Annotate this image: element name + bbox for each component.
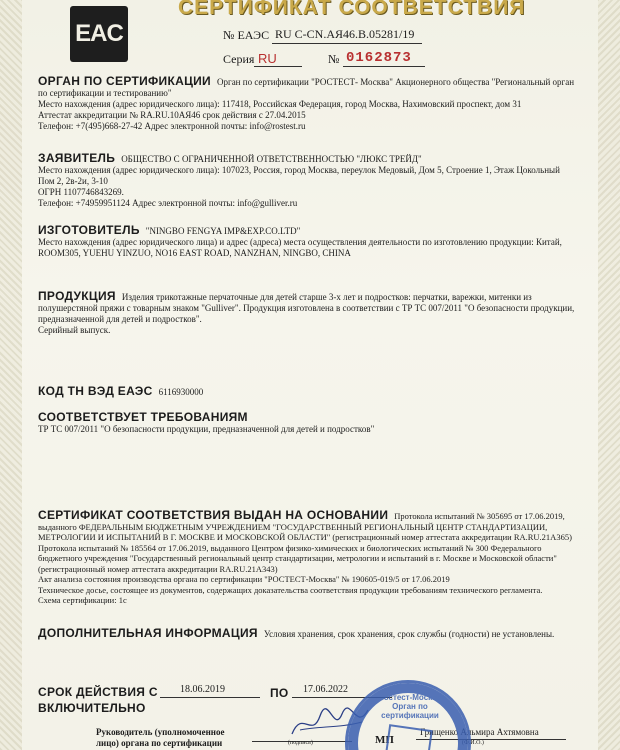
stamp-place-mp: МП [375, 734, 394, 746]
certification-body-line1: Орган по сертификации "РОСТЕСТ- Москва" Акционерного общества "Региональный орган по сертификации и тестированию" [38, 77, 575, 98]
number-value: RU C-CN.АЯ46.В.05281/19 [275, 27, 415, 41]
no-label: № [328, 52, 340, 66]
section-applicant [38, 153, 578, 209]
product-line1: Изделия трикотажные перчаточные для детей старше 3-х лет и подростков: перчатки, варежки, митенки из полушерстяной пряжи с товарным знаком "Gulliver". Продукция изготовлена в соответствии с ТР ТС 007/2011 "О безопасности продукции, предназначенной для детей и подростков". [38, 292, 575, 324]
signatory-name: Грищенко Альмира Ахтямовна [420, 727, 539, 737]
signature-caption: (подпись) [288, 740, 313, 746]
name-caption: (Ф.И.О.) [462, 740, 484, 746]
section-manufacturer [38, 225, 578, 259]
validity-to-label: ПО [270, 686, 289, 700]
section-certification-body [38, 76, 578, 132]
applicant-line2: Место нахождения (адрес юридического лица): 107023, Россия, город Москва, переулок Медовый, Дом 5, Строение 1, Этаж Цокольный Пом 2, 2в-2и, 3-10 [38, 165, 560, 186]
validity-to: 17.06.2022 [303, 684, 348, 695]
manufacturer-heading: ИЗГОТОВИТЕЛЬ [38, 223, 140, 237]
code-value: 6116930000 [158, 387, 204, 397]
basis-heading: СЕРТИФИКАТ СООТВЕТСТВИЯ ВЫДАН НА ОСНОВАНИИ [38, 508, 389, 522]
basis-line5: Схема сертификации: 1с [38, 595, 127, 605]
validity-heading: СРОК ДЕЙСТВИЯ С [38, 685, 158, 699]
series-value: RU [258, 51, 277, 66]
certificate-title: СЕРТИФИКАТ СООТВЕТСТВИЯ [178, 0, 526, 19]
product-line2: Серийный выпуск. [38, 325, 111, 335]
number-underline [272, 43, 422, 44]
serial-number: 0162873 [346, 50, 412, 66]
certification-body-line2: Место нахождения (адрес юридического лица): 117418, Российская Федерация, город Москва, Нахимовский проспект, дом 31 [38, 99, 522, 109]
conforms-line1: ТР ТС 007/2011 "О безопасности продукции, предназначенной для детей и подростков" [38, 424, 375, 434]
head-role-line1: Руководитель (уполномоченное [96, 727, 225, 737]
right-decorative-border [598, 0, 620, 750]
applicant-line1: ОБЩЕСТВО С ОГРАНИЧЕННОЙ ОТВЕТСТВЕННОСТЬЮ "ЛЮКС ТРЕЙД" [121, 154, 422, 164]
applicant-line3: ОГРН 1107746843269. [38, 187, 124, 197]
section-basis [38, 510, 578, 606]
head-role-line2: лицо) органа по сертификации [96, 738, 223, 748]
basis-line1: Протокола испытаний № 305695 от 17.06.2019, выданного ФЕДЕРАЛЬНЫМ БЮДЖЕТНЫМ УЧРЕЖДЕНИЕМ "ГОСУДАРСТВЕННЫЙ РЕГИОНАЛЬНЫЙ ЦЕНТР СТАНДАРТИЗАЦИИ, МЕТРОЛОГИИ И ИСПЫТАНИЙ В Г. МОСКВЕ И МОСКОВСКОЙ ОБЛАСТИ" (регистрационный номер аттестата аккредитации RA.RU.21A365) [38, 511, 572, 542]
section-conforms [38, 412, 578, 435]
section-additional [38, 628, 578, 640]
official-stamp [345, 680, 471, 750]
applicant-heading: ЗАЯВИТЕЛЬ [38, 151, 116, 165]
no-underline [343, 66, 425, 67]
certification-body-line3: Аттестат аккредитации № RA.RU.10АЯ46 срок действия с 27.04.2015 [38, 110, 306, 120]
eac-logo: EAC [70, 6, 128, 62]
series-underline [254, 66, 302, 67]
basis-line3: Акт анализа состояния производства органа по сертификации "РОСТЕСТ-Москва" № 190605-019/5 от 17.06.2019 [38, 574, 450, 584]
manufacturer-line1: "NINGBO FENGYA IMP&EXP.CO.LTD" [145, 226, 301, 236]
section-product [38, 291, 578, 336]
validity-inclusive: ВКЛЮЧИТЕЛЬНО [38, 701, 146, 715]
stamp-emblem [383, 724, 433, 750]
conforms-heading: СООТВЕТСТВУЕТ ТРЕБОВАНИЯМ [38, 410, 248, 424]
additional-line1: Условия хранения, срок хранения, срок службы (годности) не установлены. [263, 629, 555, 639]
validity-from: 18.06.2019 [180, 684, 225, 695]
section-code [38, 386, 578, 398]
code-heading: КОД ТН ВЭД ЕАЭС [38, 384, 153, 398]
basis-line4: Техническое досье, состоящее из документов, содержащих доказательства соответствия продукции требованиям технического регламента. [38, 584, 543, 595]
left-decorative-border [0, 0, 22, 750]
number-label: № ЕАЭС [223, 28, 270, 42]
certification-body-line4: Телефон: +7(495)668-27-42 Адрес электронной почты: info@rostest.ru [38, 121, 306, 131]
stamp-text: «Ростест-Москва» Орган по сертификации [374, 693, 446, 720]
manufacturer-line2: Место нахождения (адрес юридического лица) и адрес (адреса) места осуществления деятельности по изготовлению продукции: Китай, ROOM305, YUEHU YINZUO, NO16 EAST ROAD, NANZHAN, NINGBO, CHINA [38, 237, 562, 258]
validity-from-underline [160, 697, 260, 698]
series-label: Серия [223, 52, 255, 66]
basis-line2: Протокола испытаний № 185564 от 17.06.2019, выданного Центром физико-химических и биологических испытаний № 300 Федерального бюджетного учреждения "Государственный региональный центр стандартизации, метрологии и испытаний в г. Москве и Московской области" (регистрационный номер аттестата аккредитации RA.RU.21A343) [38, 542, 557, 574]
additional-heading: ДОПОЛНИТЕЛЬНАЯ ИНФОРМАЦИЯ [38, 626, 258, 640]
applicant-line4: Телефон: +74959951124 Адрес электронной почты: info@gulliver.ru [38, 198, 298, 208]
certification-body-heading: ОРГАН ПО СЕРТИФИКАЦИИ [38, 74, 211, 88]
product-heading: ПРОДУКЦИЯ [38, 289, 116, 303]
